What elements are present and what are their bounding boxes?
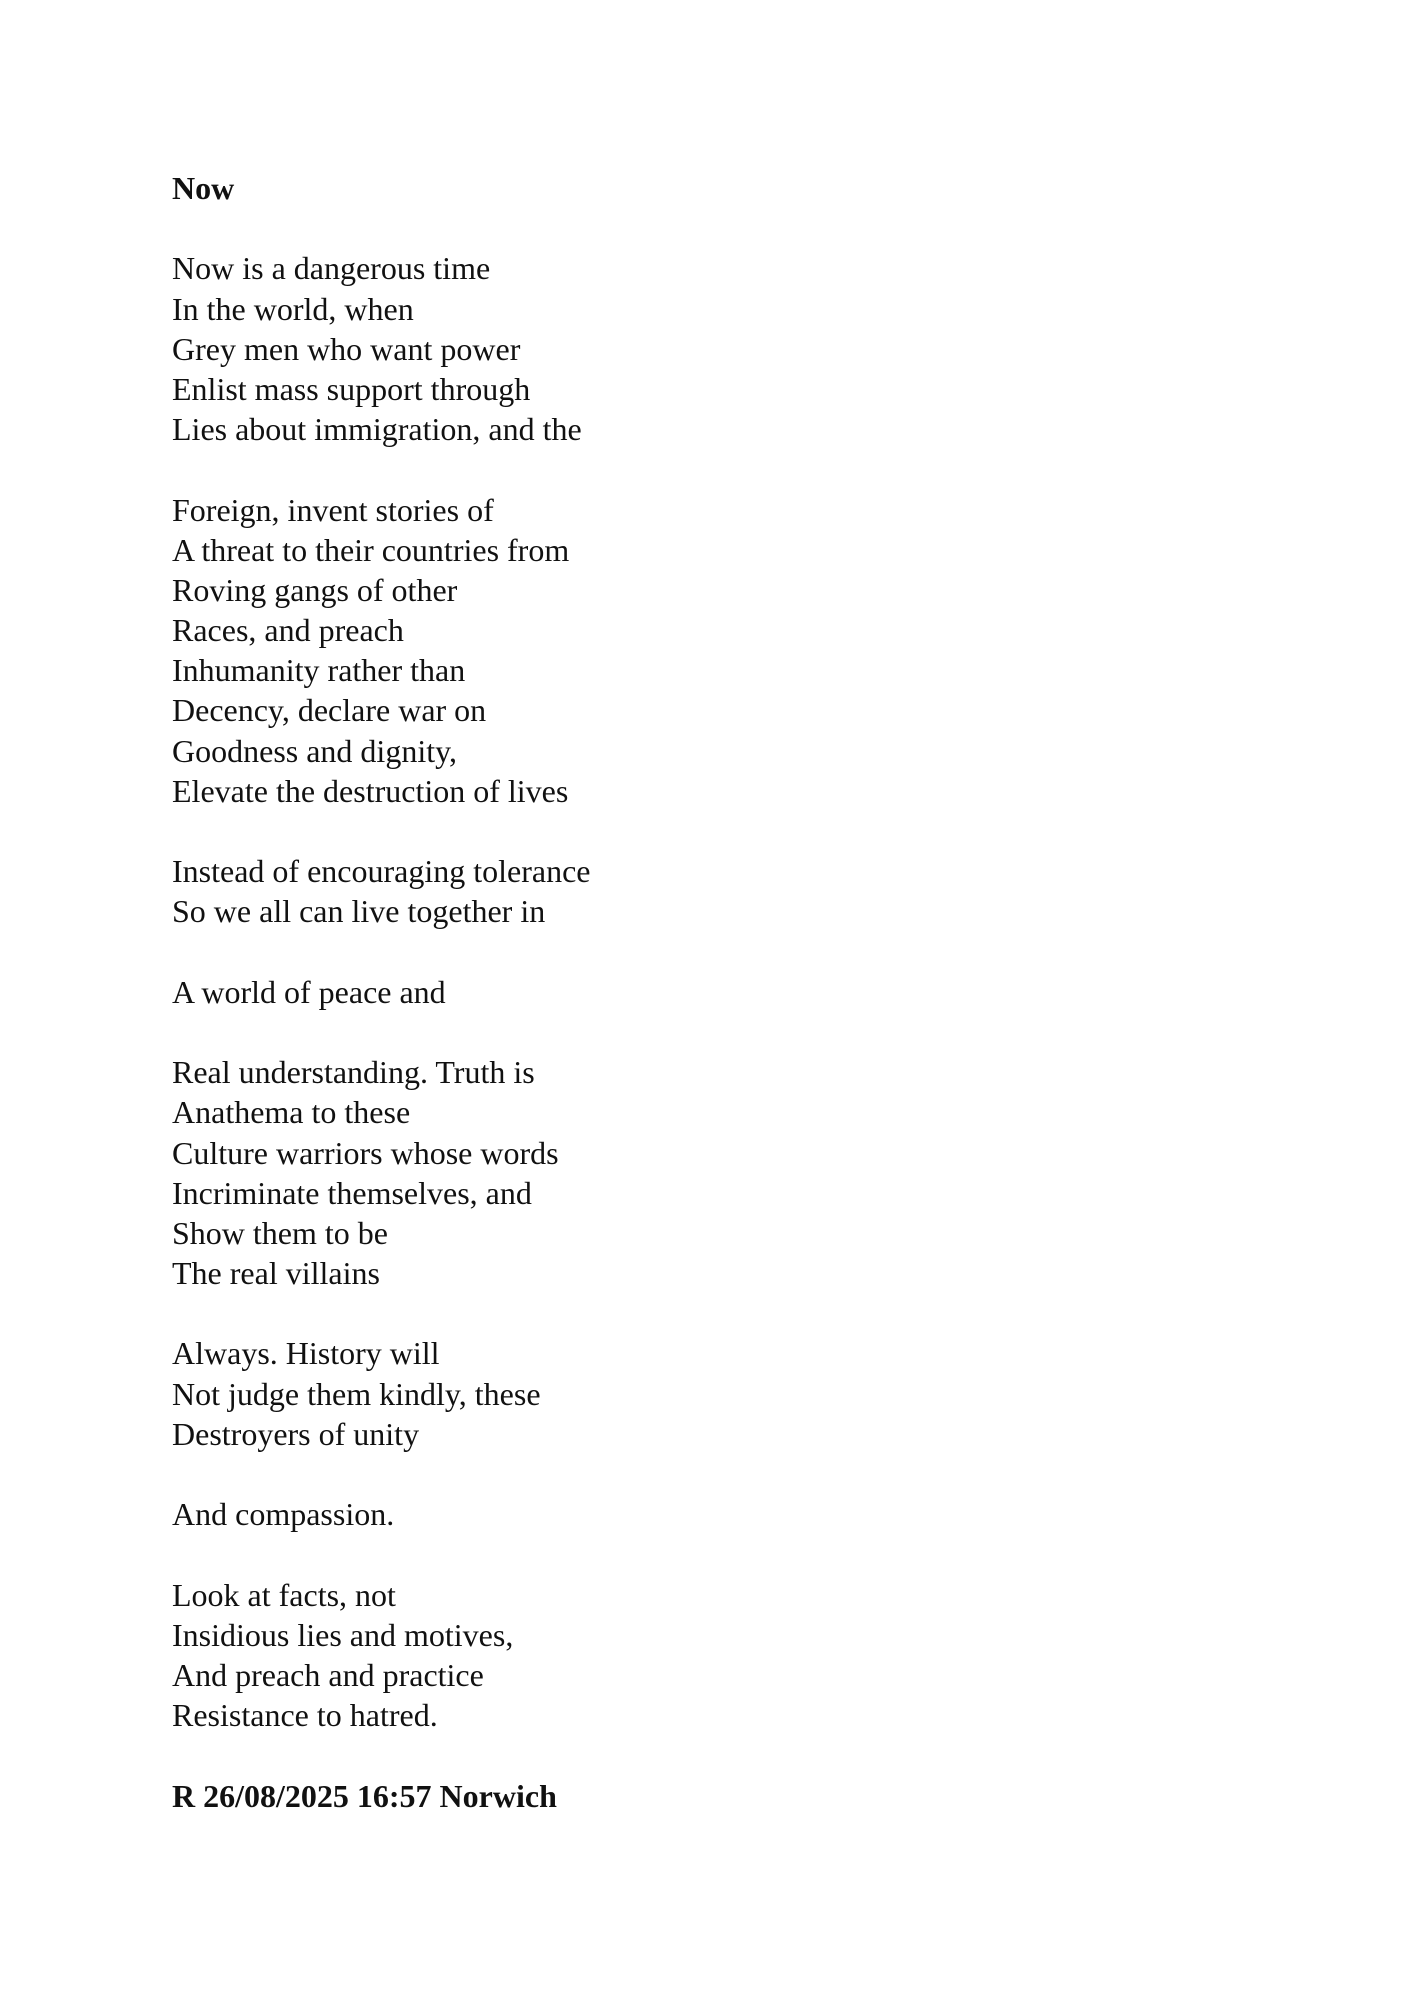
poem <box>172 168 1272 1816</box>
stanza <box>172 1052 1272 1293</box>
poem-line: Always. History will <box>172 1335 440 1372</box>
stanza <box>172 1494 1272 1534</box>
poem-line: Destroyers of unity <box>172 1415 420 1452</box>
poem-line: Goodness and dignity, <box>172 732 458 769</box>
stanza <box>172 1333 1272 1454</box>
poem-line: Grey men who want power <box>172 330 521 367</box>
signature-dateline: R 26/08/2025 16:57 Norwich <box>172 1777 557 1814</box>
stanza <box>172 972 1272 1012</box>
poem-line: Foreign, invent stories of <box>172 491 494 528</box>
poem-line: Races, and preach <box>172 612 404 649</box>
poem-line: Incriminate themselves, and <box>172 1174 532 1211</box>
poem-line: Show them to be <box>172 1214 388 1251</box>
stanza <box>172 1575 1272 1736</box>
poem-line: Elevate the destruction of lives <box>172 772 569 809</box>
poem-line: And preach and practice <box>172 1656 484 1693</box>
poem-line: Resistance to hatred. <box>172 1697 438 1734</box>
poem-line: Inhumanity rather than <box>172 652 466 689</box>
poem-line: Insidious lies and motives, <box>172 1616 514 1653</box>
poem-line: A world of peace and <box>172 973 446 1010</box>
poem-line: Real understanding. Truth is <box>172 1054 535 1091</box>
poem-line: The real villains <box>172 1255 380 1292</box>
poem-line: Roving gangs of other <box>172 571 458 608</box>
stanza <box>172 490 1272 812</box>
poem-line: Look at facts, not <box>172 1576 396 1613</box>
poem-line: A threat to their countries from <box>172 531 570 568</box>
poem-line: Instead of encouraging tolerance <box>172 853 591 890</box>
poem-line: Decency, declare war on <box>172 692 487 729</box>
poem-line: Lies about immigration, and the <box>172 411 582 448</box>
poem-line: Not judge them kindly, these <box>172 1375 541 1412</box>
poem-line: Culture warriors whose words <box>172 1134 559 1171</box>
poem-title: Now <box>172 170 235 206</box>
poem-line: And compassion. <box>172 1496 395 1533</box>
stanza <box>172 851 1272 931</box>
stanza <box>172 248 1272 449</box>
poem-line: So we all can live together in <box>172 893 546 930</box>
poem-line: Anathema to these <box>172 1094 411 1131</box>
poem-line: Enlist mass support through <box>172 370 531 407</box>
poem-line: In the world, when <box>172 290 414 327</box>
poem-line: Now is a dangerous time <box>172 250 491 287</box>
